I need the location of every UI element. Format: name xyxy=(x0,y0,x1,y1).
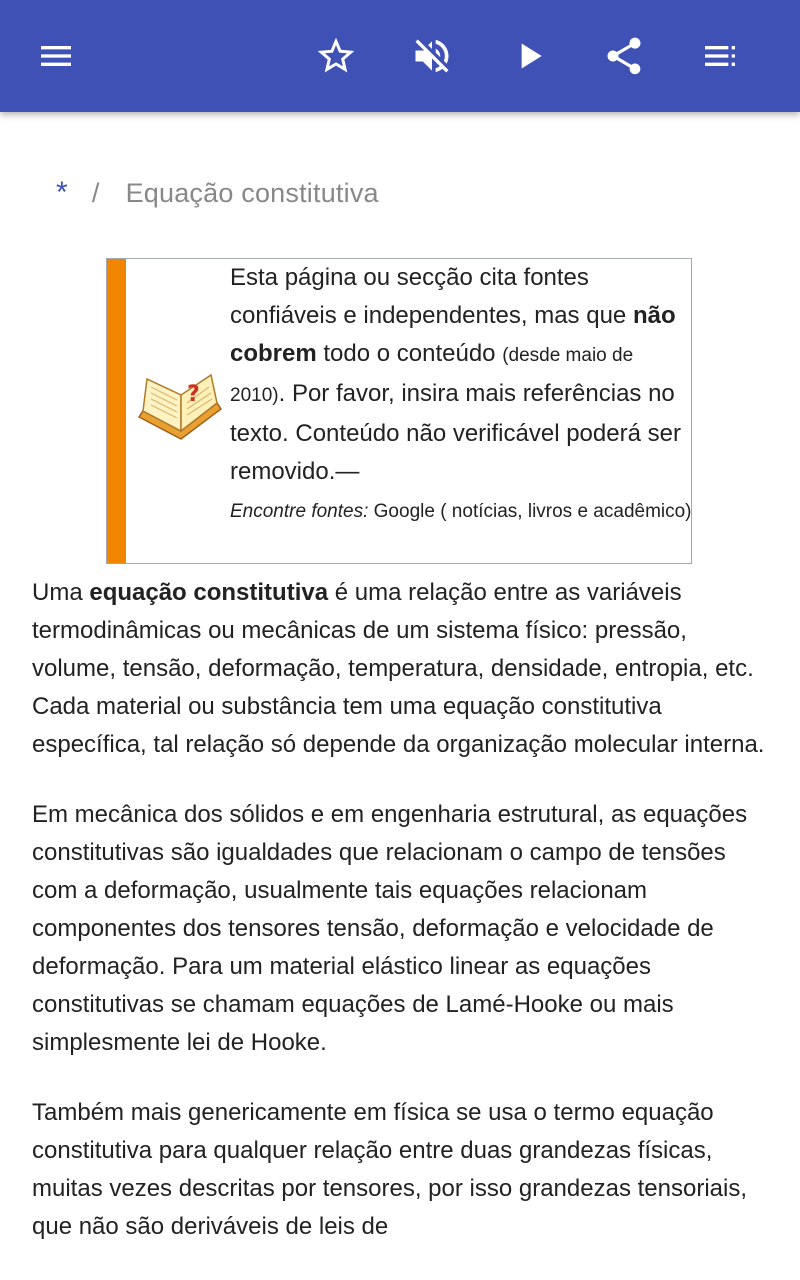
svg-text:?: ? xyxy=(187,382,200,407)
notice-bold-text: não cobrem xyxy=(230,302,676,367)
article-body xyxy=(32,574,772,1278)
share-icon[interactable] xyxy=(596,28,652,84)
notice-stripe xyxy=(107,259,126,563)
notice-text xyxy=(230,259,692,531)
sources-notice-box xyxy=(106,258,692,564)
open-book-question-icon xyxy=(137,373,223,446)
breadcrumb-current: Equação constitutiva xyxy=(125,178,379,208)
article-content xyxy=(0,112,800,1280)
app-toolbar xyxy=(0,0,800,112)
find-sources-label: Encontre fontes: xyxy=(230,501,369,522)
breadcrumb-home-link[interactable]: * xyxy=(56,176,68,209)
notice-text-part: . Por favor, insira mais referências no texto. Conteúdo não verificável poderá ser removido.— xyxy=(230,380,681,485)
play-icon[interactable] xyxy=(502,28,558,84)
find-sources-links[interactable]: Google ( notícias, livros e acadêmico) xyxy=(368,501,692,522)
volume-off-icon[interactable] xyxy=(404,28,460,84)
menu-icon[interactable] xyxy=(28,28,84,84)
breadcrumb-separator: / xyxy=(91,178,100,208)
term-bold: equação constitutiva xyxy=(89,579,329,606)
notice-date: (desde maio de 2010) xyxy=(230,345,634,406)
paragraph-2: Em mecânica dos sólidos e em engenharia estrutural, as equações constitutivas são igualdades que relacionam o campo de tensões com a deformação, usualmente tais equações relacionam componentes dos tensores tensão, deformação e velocidade de deformação. Para um material elástico linear as equações constitutivas se chamam equações de Lamé-Hooke ou mais simplesmente lei de Hooke. xyxy=(32,801,748,1056)
playlist-icon[interactable] xyxy=(692,28,748,84)
star-outline-icon[interactable] xyxy=(308,28,364,84)
notice-text-part: Esta página ou secção cita fontes confiáveis e independentes, mas que xyxy=(230,264,633,329)
notice-text-part: todo o conteúdo xyxy=(316,340,503,367)
paragraph-1 xyxy=(32,574,772,764)
paragraph-3: Também mais genericamente em física se usa o termo equação constitutiva para qualquer relação entre duas grandezas físicas, muitas vezes descritas por tensores, por isso grandezas tensoriais, que não são deriváveis de leis de xyxy=(32,1099,747,1240)
paragraph-text: é uma relação entre as variáveis termodinâmicas ou mecânicas de um sistema físico: pressão, volume, tensão, deformação, temperatura, densidade, entropia, etc. Cada material ou substância tem uma equação constitutiva específica, tal relação só depende da organização molecular interna. xyxy=(32,579,765,758)
breadcrumb xyxy=(56,176,379,210)
find-sources xyxy=(230,501,692,522)
paragraph-text: Uma xyxy=(32,579,90,606)
